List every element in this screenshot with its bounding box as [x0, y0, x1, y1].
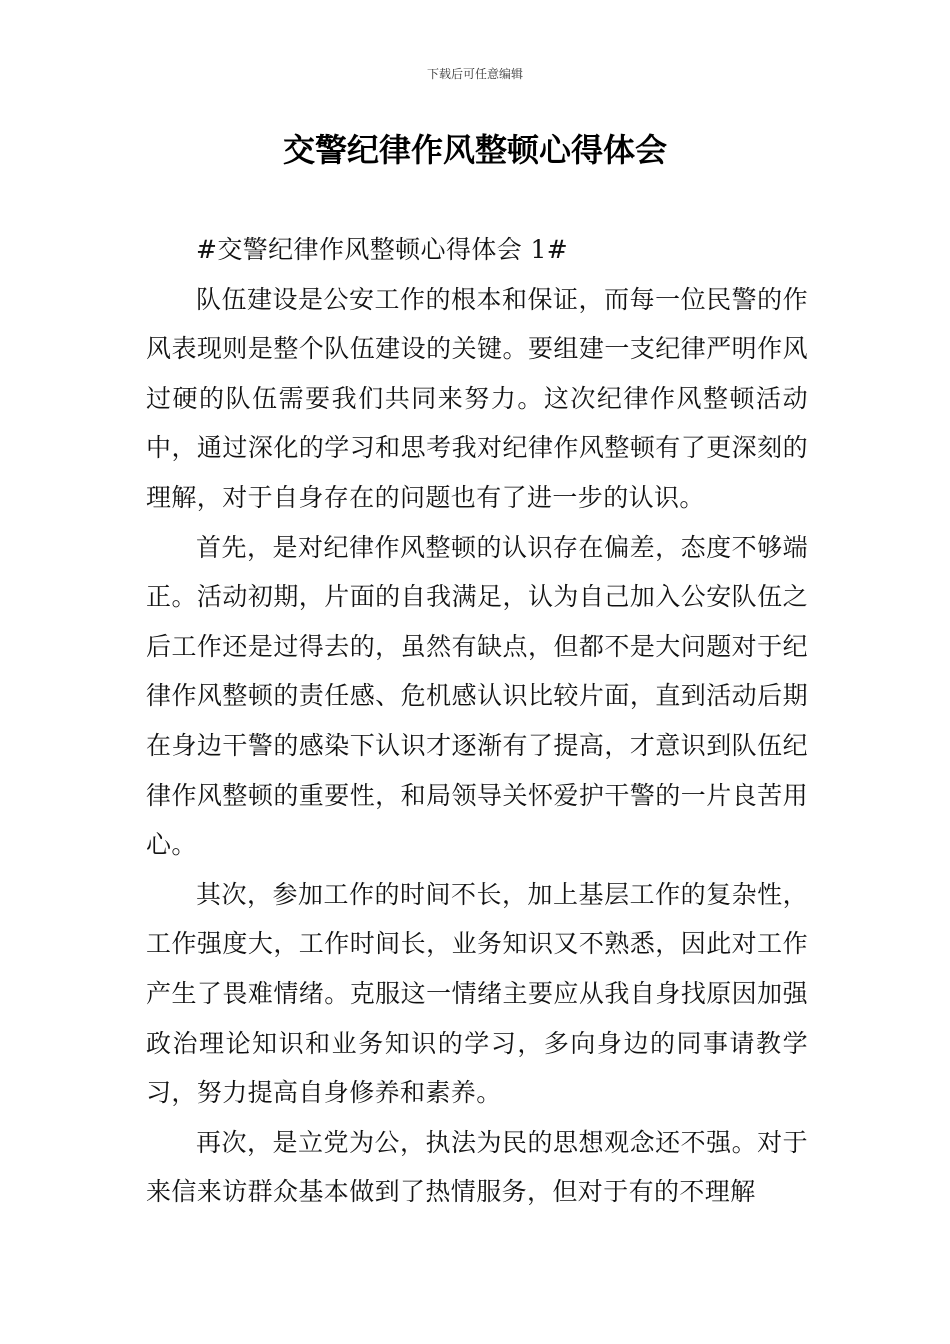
header-note: 下载后可任意编辑 — [426, 67, 523, 81]
document-title: 交警纪律作风整顿心得体会 — [282, 131, 667, 169]
paragraph-1: 队伍建设是公安工作的根本和保证，而每一位民警的作风表现则是整个队伍建设的关键。要组建一支纪律严明作风过硬的队伍需要我们共同来努力。这次纪律作风整顿活动中，通过深化的学习和思考我对纪律作风整顿有了更深刻的理解，对于自身存在的问题也有了进一步的认识。 — [146, 284, 808, 512]
document-body — [146, 225, 808, 1217]
paragraph-3: 其次，参加工作的时间不长，加上基层工作的复杂性，工作强度大，工作时间长，业务知识又不熟悉，因此对工作产生了畏难情绪。克服这一情绪主要应从我自身找原因加强政治理论知识和业务知识的学习，多向身边的同事请教学习，努力提高自身修养和素养。 — [146, 879, 808, 1108]
paragraph-2: 首先，是对纪律作风整顿的认识存在偏差，态度不够端正。活动初期，片面的自我满足，认为自己加入公安队伍之后工作还是过得去的，虽然有缺点，但都不是大问题对于纪律作风整顿的责任感、危机感认识比较片面，直到活动后期在身边干警的感染下认识才逐渐有了提高，才意识到队伍纪律作风整顿的重要性，和局领导关怀爱护干警的一片良苦用心。 — [146, 532, 808, 860]
paragraph-4: 再次，是立党为公，执法为民的思想观念还不强。对于来信来访群众基本做到了热情服务，但对于有的不理解 — [146, 1127, 808, 1207]
section-heading: #交警纪律作风整顿心得体会 1# — [196, 235, 569, 264]
